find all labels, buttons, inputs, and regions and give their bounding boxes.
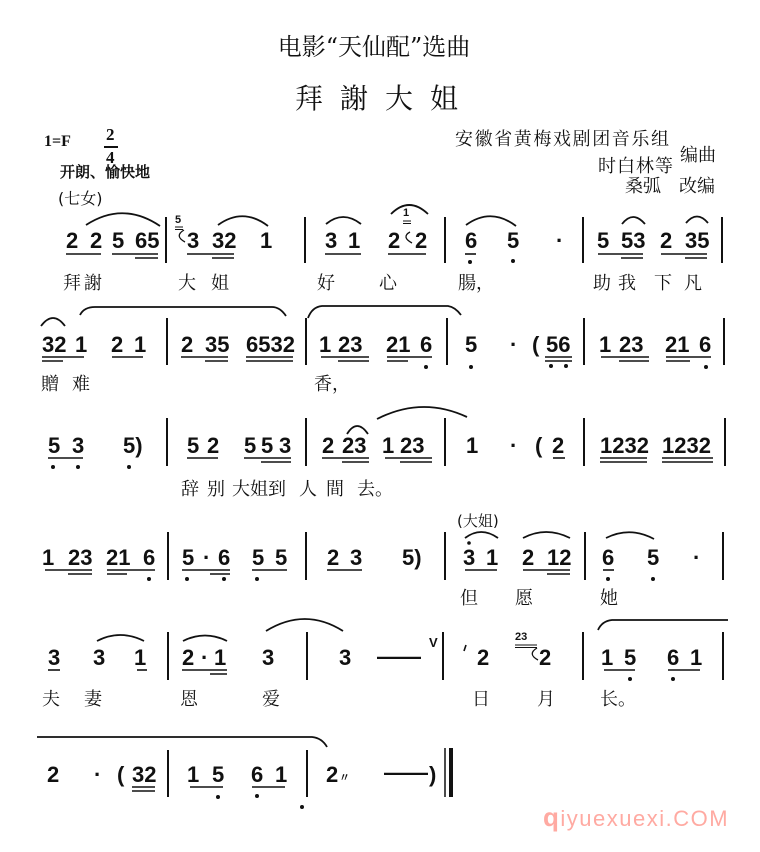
phrase-slur <box>308 306 461 318</box>
octave-dot-below <box>222 577 226 581</box>
slur <box>523 532 570 538</box>
octave-dot-below <box>300 805 304 809</box>
lyric: 下 <box>654 273 672 294</box>
lyric: 到 <box>268 479 286 500</box>
note: 23 <box>338 332 363 357</box>
lyric: 姐 <box>250 479 268 500</box>
note: 5 <box>252 545 265 570</box>
octave-dot-below <box>671 677 675 681</box>
note: 1 <box>260 228 273 253</box>
note: 6 <box>251 762 264 787</box>
octave-dot-below <box>468 260 472 264</box>
grace-hook <box>406 232 412 243</box>
note: 2 <box>660 228 673 253</box>
lyric: 人 <box>299 479 317 500</box>
slur <box>41 318 65 326</box>
augmentation-dot: · <box>693 545 701 570</box>
slur <box>326 217 361 224</box>
octave-dot-below <box>185 577 189 581</box>
note: 1 <box>214 645 227 670</box>
phrase-slur <box>377 407 467 419</box>
lyric: 别 <box>207 479 225 500</box>
octave-dot-below <box>255 794 259 798</box>
note: 2 <box>415 228 428 253</box>
note: 1 <box>382 433 395 458</box>
note: 5 <box>244 433 257 458</box>
note: 1232 <box>662 433 711 458</box>
note: 2 <box>552 433 565 458</box>
note: 35 <box>685 228 710 253</box>
note: 6 <box>699 332 712 357</box>
bracket-open: ( <box>535 433 543 458</box>
credit-composed-label: 编曲 <box>680 145 716 166</box>
note: 1 <box>348 228 361 253</box>
note: 5 <box>507 228 520 253</box>
note: 23 <box>619 332 644 357</box>
note: 2 <box>66 228 79 253</box>
credit-adapter: 桑弧 <box>625 176 661 197</box>
lyric: 妻 <box>84 689 102 710</box>
note: 3 <box>279 433 292 458</box>
note: 2 <box>522 545 535 570</box>
lyric: 恩 <box>180 689 198 710</box>
slur <box>86 213 160 226</box>
octave-dot-below <box>147 577 151 581</box>
tie <box>266 619 343 631</box>
octave-dots <box>51 259 708 809</box>
note: 6532 <box>246 332 295 357</box>
note: 23 <box>342 433 367 458</box>
time-signature-numerator: 2 <box>106 125 115 144</box>
lyric: 大 <box>232 479 250 500</box>
lyric: 謝 <box>84 273 102 294</box>
note: 2 <box>207 433 220 458</box>
watermark-text: iyuexuexi.COM <box>560 806 730 831</box>
slur <box>347 426 368 434</box>
note: 2 <box>322 433 335 458</box>
octave-dot-below <box>511 259 515 263</box>
phrase-slur <box>37 737 327 747</box>
octave-dot-below <box>651 577 655 581</box>
note: 3 <box>262 645 275 670</box>
bracket-close: ) <box>429 762 437 787</box>
octave-dot-above <box>467 541 471 545</box>
lyric: 夫 <box>42 689 60 710</box>
lyric: 心 <box>379 273 397 294</box>
note: 6 <box>143 545 156 570</box>
key-signature: 1=F <box>44 133 71 150</box>
grace-hook <box>179 230 185 242</box>
grace-note: 1 <box>403 207 410 219</box>
note: 2 <box>47 762 60 787</box>
slur <box>183 636 227 642</box>
octave-dot-below <box>255 577 259 581</box>
note: 3 <box>325 228 338 253</box>
lyric: 我 <box>618 273 636 294</box>
note: 5) <box>402 545 422 570</box>
lyric: 愿 <box>515 588 533 609</box>
octave-dot-below <box>127 465 131 469</box>
lyric: 长。 <box>600 689 636 710</box>
augmentation-dot: · <box>510 433 518 458</box>
lyric: 贈 <box>41 374 59 395</box>
note: 23 <box>400 433 425 458</box>
note: 1 <box>466 433 479 458</box>
slur <box>606 532 654 539</box>
note: 2 <box>327 545 340 570</box>
note: 5) <box>123 433 143 458</box>
note: 3 <box>72 433 85 458</box>
lyric: 姐 <box>211 273 229 294</box>
bracket-open: ( <box>117 762 125 787</box>
slur <box>686 217 708 224</box>
tremolo-mark: 〃 <box>339 772 350 784</box>
phrase-slur <box>80 307 286 316</box>
lyric: 辞 <box>181 479 199 500</box>
slur <box>218 216 268 226</box>
note: 35 <box>205 332 230 357</box>
note: 12 <box>547 545 572 570</box>
phrase-slur <box>598 620 728 630</box>
octave-dot-below <box>549 364 553 368</box>
lyric: 但 <box>460 588 478 609</box>
sustain-dash: —— <box>377 644 421 669</box>
lyric: 好 <box>317 273 335 294</box>
tempo-marking: 开朗、愉快地 <box>60 163 151 181</box>
note: 5 <box>647 545 660 570</box>
credit-organization: 安徽省黄梅戏剧团音乐组 <box>455 129 671 150</box>
note: 1 <box>42 545 55 570</box>
note: 23 <box>68 545 93 570</box>
note: 5 <box>465 332 478 357</box>
note: 21 <box>106 545 131 570</box>
lyric: 大 <box>178 273 196 294</box>
note: 56 <box>546 332 571 357</box>
note: 2 <box>326 762 339 787</box>
ornament-tick <box>464 645 466 651</box>
credit-composers: 时白林等 <box>598 156 674 177</box>
note: 1 <box>187 762 200 787</box>
note: 21 <box>386 332 411 357</box>
note: 53 <box>621 228 646 253</box>
octave-dot-below <box>704 365 708 369</box>
note: 1232 <box>600 433 649 458</box>
breath-mark: V <box>429 635 438 650</box>
note: 1 <box>486 545 499 570</box>
note: 5 <box>261 433 274 458</box>
lyric: 月 <box>537 689 555 710</box>
note: 32 <box>42 332 67 357</box>
grace-note: 23 <box>515 631 528 643</box>
note: 6 <box>602 545 615 570</box>
note: 3 <box>93 645 106 670</box>
lyric: 腸， <box>458 273 494 294</box>
lyric: 香， <box>314 374 350 395</box>
note: 6 <box>218 545 231 570</box>
voice-role-label: (大姐) <box>457 512 499 530</box>
note: 3 <box>187 228 200 253</box>
note: 2 <box>477 645 490 670</box>
octave-dot-below <box>76 465 80 469</box>
octave-dot-below <box>51 465 55 469</box>
augmentation-dot: · <box>203 545 211 570</box>
lyric: 拜 <box>63 273 81 294</box>
note: 6 <box>667 645 680 670</box>
octave-dot-below <box>606 577 610 581</box>
note: 3 <box>350 545 363 570</box>
lyric: 去。 <box>357 479 393 500</box>
note: 2 <box>539 645 552 670</box>
slurs <box>37 205 728 747</box>
note: 1 <box>601 645 614 670</box>
note: 1 <box>134 332 147 357</box>
bracket-open: ( <box>532 332 540 357</box>
note: 5 <box>212 762 225 787</box>
note: 65 <box>135 228 160 253</box>
watermark <box>543 804 729 832</box>
note: 6 <box>465 228 478 253</box>
octave-dot-below <box>564 364 568 368</box>
note: 5 <box>275 545 288 570</box>
octave-dot-below <box>469 365 473 369</box>
lyric: 她 <box>600 588 618 609</box>
note: 3 <box>48 645 61 670</box>
barlines <box>166 214 725 797</box>
note: 1 <box>690 645 703 670</box>
note: 1 <box>599 332 612 357</box>
note: 1 <box>275 762 288 787</box>
watermark-logo-letter: q <box>543 802 561 832</box>
lyric: 凡 <box>684 273 702 294</box>
note: 2 <box>182 645 195 670</box>
lyric: 爱 <box>262 689 280 710</box>
page-title: 电影“天仙配”选曲 <box>277 33 471 61</box>
note: 1 <box>134 645 147 670</box>
slur <box>97 635 144 641</box>
note: 5 <box>597 228 610 253</box>
note: 3 <box>463 545 476 570</box>
note: 5 <box>112 228 125 253</box>
note: 21 <box>665 332 690 357</box>
credit-adapted-label: 改编 <box>679 176 715 197</box>
note: 5 <box>48 433 61 458</box>
augmentation-dot: · <box>201 645 209 670</box>
octave-dot-below <box>424 365 428 369</box>
lyric: 間 <box>326 479 344 500</box>
note: 2 <box>388 228 401 253</box>
sustain-dash: —— <box>384 760 428 785</box>
note: 5 <box>187 433 200 458</box>
song-title: 拜謝大姐 <box>295 82 476 115</box>
slur <box>391 205 428 214</box>
note: 32 <box>132 762 157 787</box>
augmentation-dot: · <box>556 228 564 253</box>
augmentation-dot: · <box>510 332 518 357</box>
note: 5 <box>624 645 637 670</box>
note: 5 <box>182 545 195 570</box>
lyric: 助 <box>593 273 611 294</box>
note: 6 <box>420 332 433 357</box>
octave-dot-below <box>628 677 632 681</box>
lyric: 日 <box>472 689 490 710</box>
note: 1 <box>319 332 332 357</box>
octave-dot-below <box>216 795 220 799</box>
note: 2 <box>90 228 103 253</box>
note: 2 <box>181 332 194 357</box>
augmentation-dot: · <box>94 762 102 787</box>
grace-hook <box>532 648 538 660</box>
note: 2 <box>111 332 124 357</box>
slur <box>465 532 498 538</box>
note: 1 <box>75 332 88 357</box>
slur <box>622 217 645 224</box>
slur <box>466 216 516 226</box>
time-signature-denominator: 4 <box>106 148 115 167</box>
role-label: (七女) <box>58 189 103 208</box>
note: 3 <box>339 645 352 670</box>
lyric: 难 <box>72 374 90 395</box>
note: 32 <box>212 228 237 253</box>
grace-note: 5 <box>175 214 182 226</box>
